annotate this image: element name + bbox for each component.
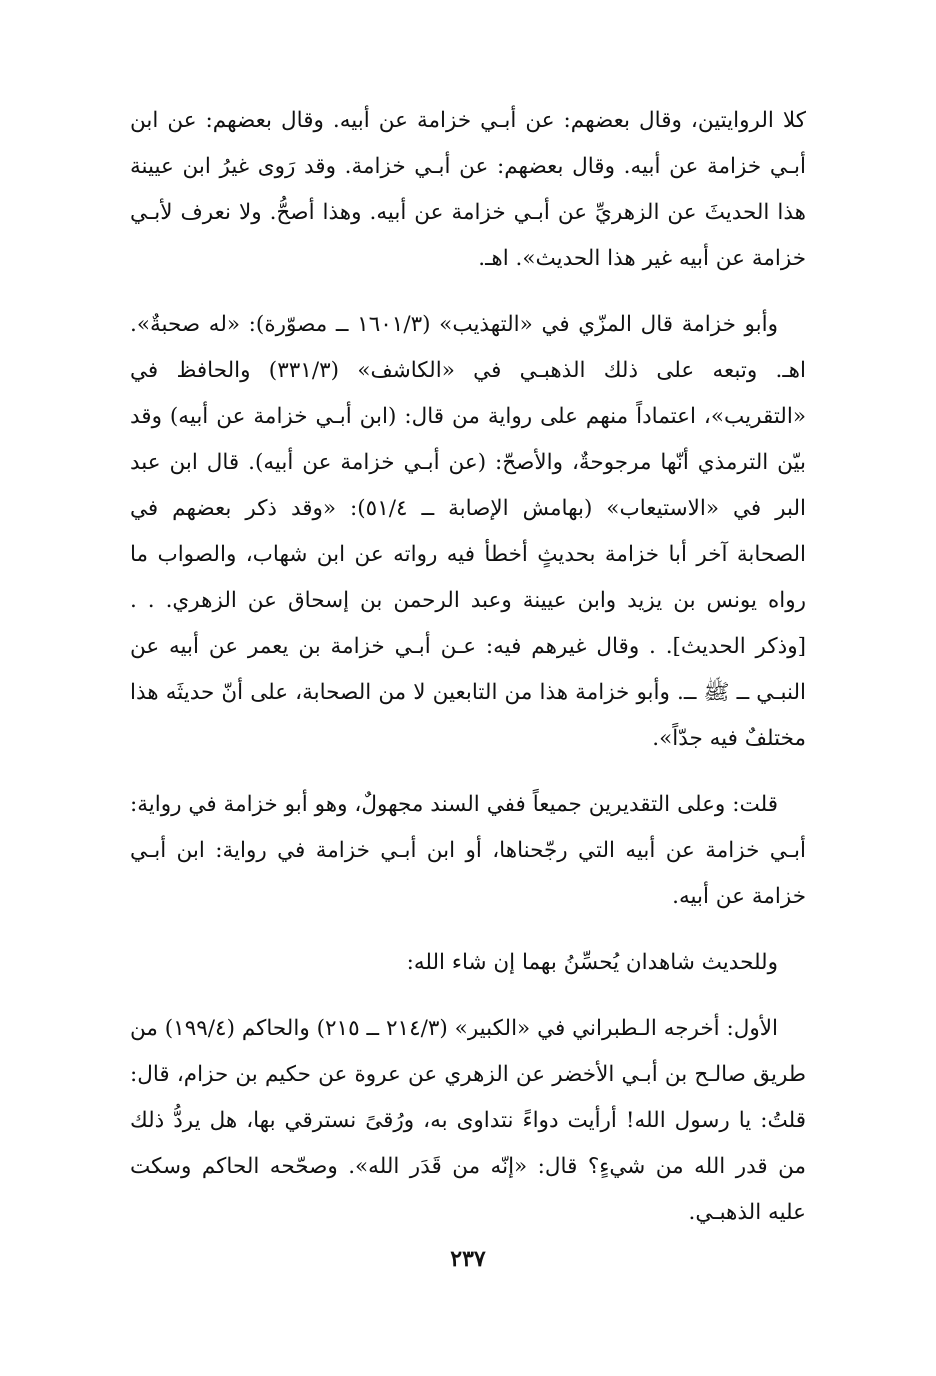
paragraph-gap bbox=[130, 762, 806, 782]
paragraph-gap bbox=[130, 920, 806, 940]
paragraph-quote-end: كلا الروايتين، وقال بعضهم: عن أبـي خزامة عن أبيه. وقال بعضهم: عن ابن أبـي خزامة عن أبيه. وقال بعضهم: عن أبـي خزامة. وقد رَوى غيرُ ابن عيينة هذا الحديثَ عن الزهريِّ عن أبـي خزامة عن أبيه. وهذا أصحُّ. ولا نعرف لأبـي خزامة عن أبيه غير هذا الحديث». اهـ. bbox=[130, 108, 806, 271]
paragraph-witnesses-intro: وللحديث شاهدان يُحسِّنُ بهما إن شاء الله: bbox=[406, 950, 778, 975]
paragraph-gap bbox=[130, 282, 806, 302]
body-text bbox=[130, 98, 806, 1236]
paragraph-first-witness: الأول: أخرجه الـطبراني في «الكبير» (٢١٤/٣ ــ ٢١٥) والحاكم (١٩٩/٤) من طريق صالـح بن أبـي الأخضر عن الزهري عن عروة عن حكيم بن حزام، قال: قلتُ: يا رسول الله! أرأيت دواءً نتداوى به، ورُقىً نسترقي بها، هل يردُّ ذلك من قدر الله من شيءٍ؟ قال: «إنّه من قَدَر الله». وصحّحه الحاكم وسكت عليه الذهبـي. bbox=[130, 1016, 806, 1225]
paragraph-abu-khuzama: وأبو خزامة قال المزّي في «التهذيب» (١٦٠١/٣ ــ مصوّرة): «له صحبةٌ». اهـ. وتبعه على ذلك الذهبـي في «الكاشف» (٣٣١/٣) والحافظ في «التقريب»، اعتماداً منهم على رواية من قال: (ابن أبـي خزامة عن أبيه) وقد بيّن الترمذي أنّها مرجوحةٌ، والأصحّ: (عن أبـي خزامة عن أبيه). قال ابن عبد البر في «الاستيعاب» (بهامش الإصابة ــ ٥١/٤): «وقد ذكر بعضهم في الصحابة آخر أبا خزامة بحديثٍ أخطأ فيه رواته عن ابن شهاب، والصواب ما رواه يونس بن يزيد وابن عيينة وعبد الرحمن بن إسحاق عن الزهري. . . [وذكر الحديث]. . وقال غيرهم فيه: عـن أبـي خزامة بن يعمر عن أبيه عن النبـي ــ ﷺ ــ. وأبو خزامة هذا من التابعين لا من الصحابة، على أنّ حديثَه هذا مختلفٌ فيه جدّاً». bbox=[130, 312, 807, 751]
paragraph-gap bbox=[130, 986, 806, 1006]
page-number: ٢٣٧ bbox=[450, 1246, 486, 1272]
paragraph-qultu: قلت: وعلى التقديرين جميعاً ففي السند مجهولٌ، وهو أبو خزامة في رواية: أبـي خزامة عن أبيه التي رجّحناها، أو ابن أبـي خزامة في رواية: ابن أبـي خزامة عن أبيه. bbox=[130, 792, 806, 909]
